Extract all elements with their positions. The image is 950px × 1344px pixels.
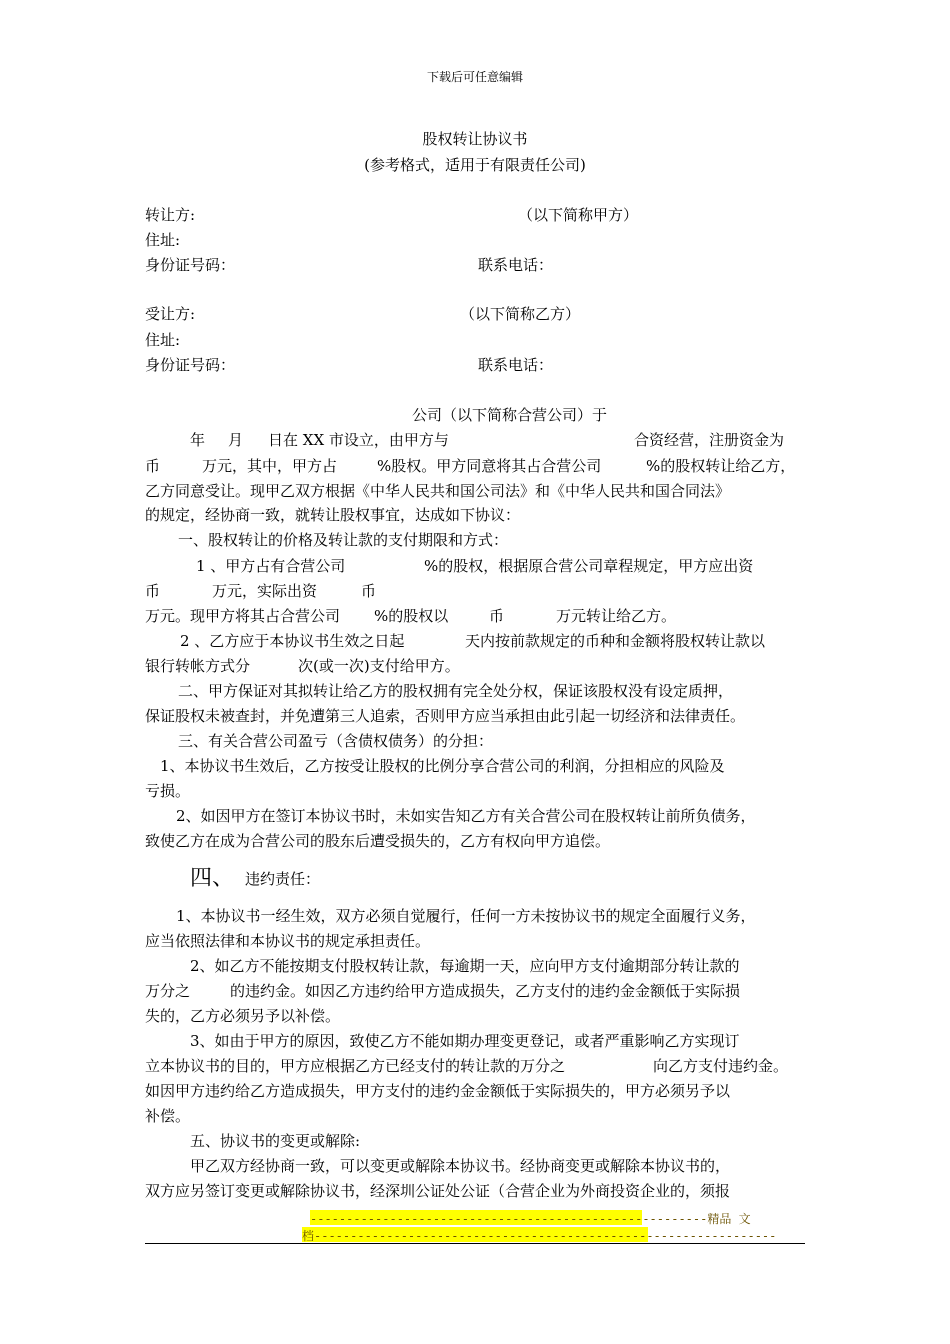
body-line: 万元转让给乙方。 (556, 607, 677, 625)
body-line: 万元，实际出资 (212, 582, 318, 600)
body-line: 的规定，经协商一致，就转让股权事宜，达成如下协议： (145, 506, 521, 524)
transferee-label: 受让方: (145, 305, 196, 323)
phone-label-2: 联系电话： (478, 356, 554, 374)
footer-watermark-line-1: -------------------------------------------------------精品 文 (310, 1212, 751, 1226)
address-label-2: 住址: (145, 331, 181, 349)
section-heading: 五、协议书的变更或解除: (190, 1132, 361, 1150)
body-line: 银行转帐方式分 (145, 657, 251, 675)
body-line: 的违约金。如因乙方违约给甲方造成损失，乙方支付的违约金金额低于实际损 (230, 982, 741, 1000)
body-line: 如因甲方违约给乙方造成损失，甲方支付的违约金金额低于实际损失的，甲方必须另予以 (145, 1082, 731, 1100)
body-line: 乙方同意受让。现甲乙双方根据《中华人民共和国公司法》和《中华人民共和国合同法》 (145, 482, 731, 500)
body-line: 1、本协议书生效后，乙方按受让股权的比例分享合营公司的利润，分担相应的风险及 (160, 757, 725, 775)
body-line: 币 (145, 582, 161, 600)
body-line: 2、如乙方不能按期支付股权转让款，每逾期一天，应向甲方支付逾期部分转让款的 (190, 957, 740, 975)
transferor-label: 转让方: (145, 206, 196, 224)
body-line: 次(或一次)支付给甲方。 (298, 657, 460, 675)
id-number-label-2: 身份证号码： (145, 356, 236, 374)
body-line: 保证股权未被查封，并免遭第三人追索，否则甲方应当承担由此引起一切经济和法律责任。 (145, 707, 746, 725)
body-line: 双方应另签订变更或解除协议书，经深圳公证处公证（合营企业为外商投资企业的，须报 (145, 1182, 731, 1200)
body-line: 2、如因甲方在签订本协议书时，未如实告知乙方有关合营公司在股权转让前所负债务， (176, 807, 756, 825)
body-line: 万元。现甲方将其占合营公司 (145, 607, 341, 625)
body-line: 币 (489, 607, 505, 625)
section-heading-number: 四、 (190, 866, 235, 891)
body-line: %股权。甲方同意将其占合营公司 (377, 457, 602, 475)
body-line: 年 (190, 431, 206, 449)
body-line: 亏损。 (145, 782, 191, 800)
body-line: 币 (361, 582, 377, 600)
section-heading: 违约责任： (245, 870, 321, 888)
body-line: 应当依照法律和本协议书的规定承担责任。 (145, 932, 431, 950)
transferee-alias: （以下简称乙方） (460, 305, 581, 323)
body-line: 月 (228, 431, 244, 449)
body-line: 立本协议书的目的，甲方应根据乙方已经支付的转让款的万分之 (145, 1057, 566, 1075)
body-line: 3、如由于甲方的原因，致使乙方不能如期办理变更登记，或者严重影响乙方实现订 (190, 1032, 740, 1050)
address-label: 住址: (145, 231, 181, 249)
section-heading: 三、有关合营公司盈亏（含债权债务）的分担： (178, 732, 494, 750)
phone-label: 联系电话： (478, 256, 554, 274)
body-line: 1 、甲方占有合营公司 (196, 557, 346, 575)
body-line: %的股权转让给乙方， (646, 457, 796, 475)
body-line: 币 (145, 457, 161, 475)
page-subtitle: (参考格式，适用于有限责任公司) (364, 156, 586, 174)
page-title: 股权转让协议书 (422, 130, 528, 148)
body-line: 致使乙方在成为合营公司的股东后遭受损失的，乙方有权向甲方追偿。 (145, 832, 611, 850)
body-line: 万分之 (145, 982, 191, 1000)
id-number-label: 身份证号码： (145, 256, 236, 274)
body-line: 1、本协议书一经生效，双方必须自觉履行，任何一方未按协议书的规定全面履行义务， (176, 907, 756, 925)
body-line: 万元，其中，甲方占 (202, 457, 338, 475)
footer-divider (145, 1243, 805, 1244)
body-line: 日在 XX 市设立，由甲方与 (268, 431, 449, 449)
section-heading: 二、甲方保证对其拟转让给乙方的股权拥有完全处分权，保证该股权没有设定质押， (178, 682, 734, 700)
body-line: 2 、乙方应于本协议书生效之日起 (180, 632, 405, 650)
header-note: 下载后可任意编辑 (426, 70, 523, 84)
body-line: 补偿。 (145, 1107, 191, 1125)
body-line: 公司（以下简称合营公司）于 (412, 406, 608, 424)
body-line: %的股权以 (374, 607, 449, 625)
body-line: 合资经营，注册资金为 (634, 431, 785, 449)
body-line: %的股权，根据原合营公司章程规定，甲方应出资 (424, 557, 754, 575)
section-heading: 一、股权转让的价格及转让款的支付期限和方式： (178, 531, 509, 549)
body-line: 失的，乙方必须另予以补偿。 (145, 1007, 341, 1025)
body-line: 甲乙双方经协商一致，可以变更或解除本协议书。经协商变更或解除本协议书的， (190, 1157, 731, 1175)
body-line: 向乙方支付违约金。 (653, 1057, 789, 1075)
body-line: 天内按前款规定的币种和金额将股权转让款以 (465, 632, 766, 650)
footer-watermark-line-2: 档---------------------------------------------------------------- (302, 1229, 777, 1243)
transferor-alias: （以下简称甲方） (518, 206, 639, 224)
